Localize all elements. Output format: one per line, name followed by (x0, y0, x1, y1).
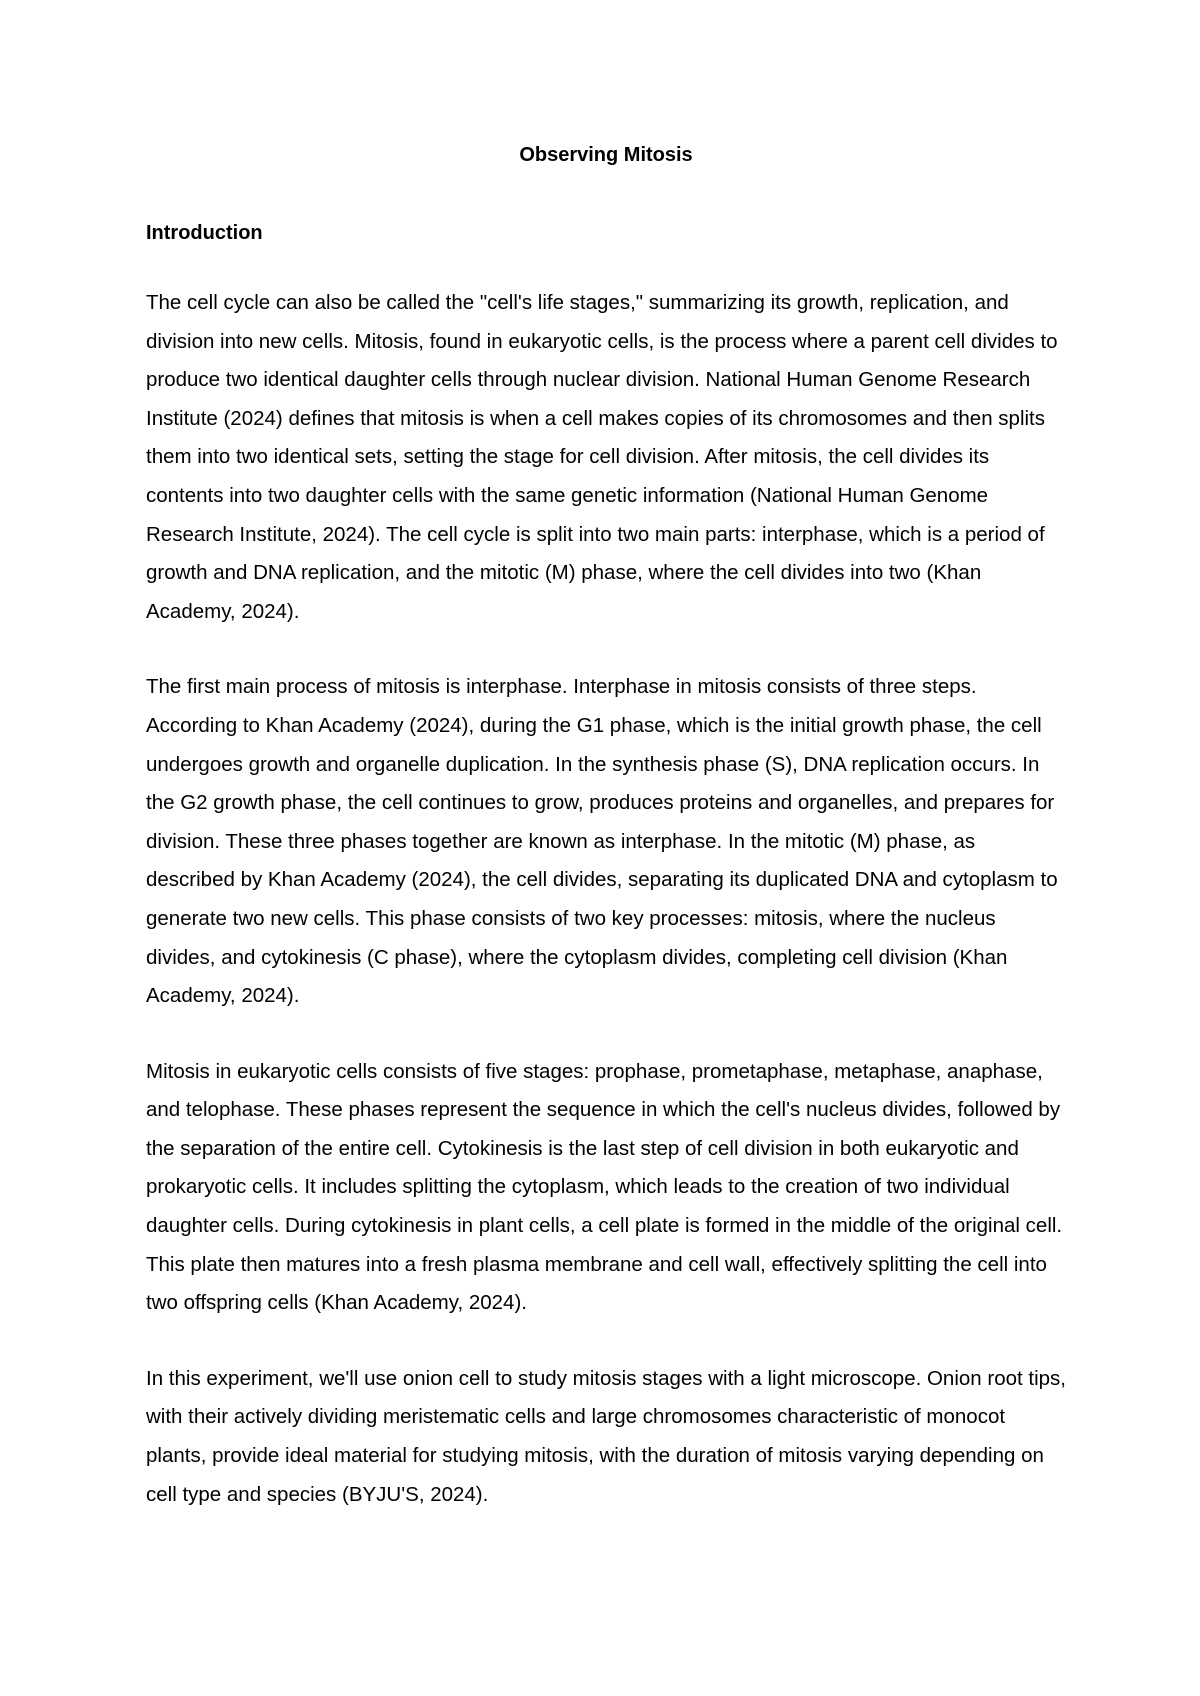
document-title: Observing Mitosis (519, 144, 693, 166)
paragraph-experiment: In this experiment, we'll use onion cell to study mitosis stages with a light microscope. Onion root tips, with their actively dividing meristematic cells and large chromosomes characteristic of monocot plants, provide ideal material for studying mitosis, with the duration of mitosis varying depending on cell type and species (BYJU'S, 2024). (146, 1366, 1066, 1506)
paragraph-cell-cycle: The cell cycle can also be called the "cell's life stages," summarizing its growth, replication, and division into new cells. Mitosis, found in eukaryotic cells, is the process where a parent cell divides to produce two identical daughter cells through nuclear division. National Human Genome Research Institute (2024) defines that mitosis is when a cell makes copies of its chromosomes and then splits them into two identical sets, setting the stage for cell division. After mitosis, the cell divides its contents into two daughter cells with the same genetic information (National Human Genome Research Institute, 2024). The cell cycle is split into two main parts: interphase, which is a period of growth and DNA replication, and the mitotic (M) phase, where the cell divides into two (Khan Academy, 2024). (146, 291, 1058, 623)
paragraph-interphase: The first main process of mitosis is interphase. Interphase in mitosis consists of three steps. According to Khan Academy (2024), during the G1 phase, which is the initial growth phase, the cell undergoes growth and organelle duplication. In the synthesis phase (S), DNA replication occurs. In the G2 growth phase, the cell continues to grow, produces proteins and organelles, and prepares for division. These three phases together are known as interphase. In the mitotic (M) phase, as described by Khan Academy (2024), the cell divides, separating its duplicated DNA and cytoplasm to generate two new cells. This phase consists of two key processes: mitosis, where the nucleus divides, and cytokinesis (C phase), where the cytoplasm divides, completing cell division (Khan Academy, 2024). (146, 675, 1058, 1008)
paragraph-mitosis-stages: Mitosis in eukaryotic cells consists of five stages: prophase, prometaphase, metaphase, anaphase, and telophase. These phases represent the sequence in which the cell's nucleus divides, followed by the separation of the entire cell. Cytokinesis is the last step of cell division in both eukaryotic and prokaryotic cells. It includes splitting the cytoplasm, which leads to the creation of two individual daughter cells. During cytokinesis in plant cells, a cell plate is formed in the middle of the original cell. This plate then matures into a fresh plasma membrane and cell wall, effectively splitting the cell into two offspring cells (Khan Academy, 2024). (146, 1059, 1063, 1315)
document-page (146, 143, 1066, 1551)
section-heading-introduction: Introduction (146, 222, 263, 244)
